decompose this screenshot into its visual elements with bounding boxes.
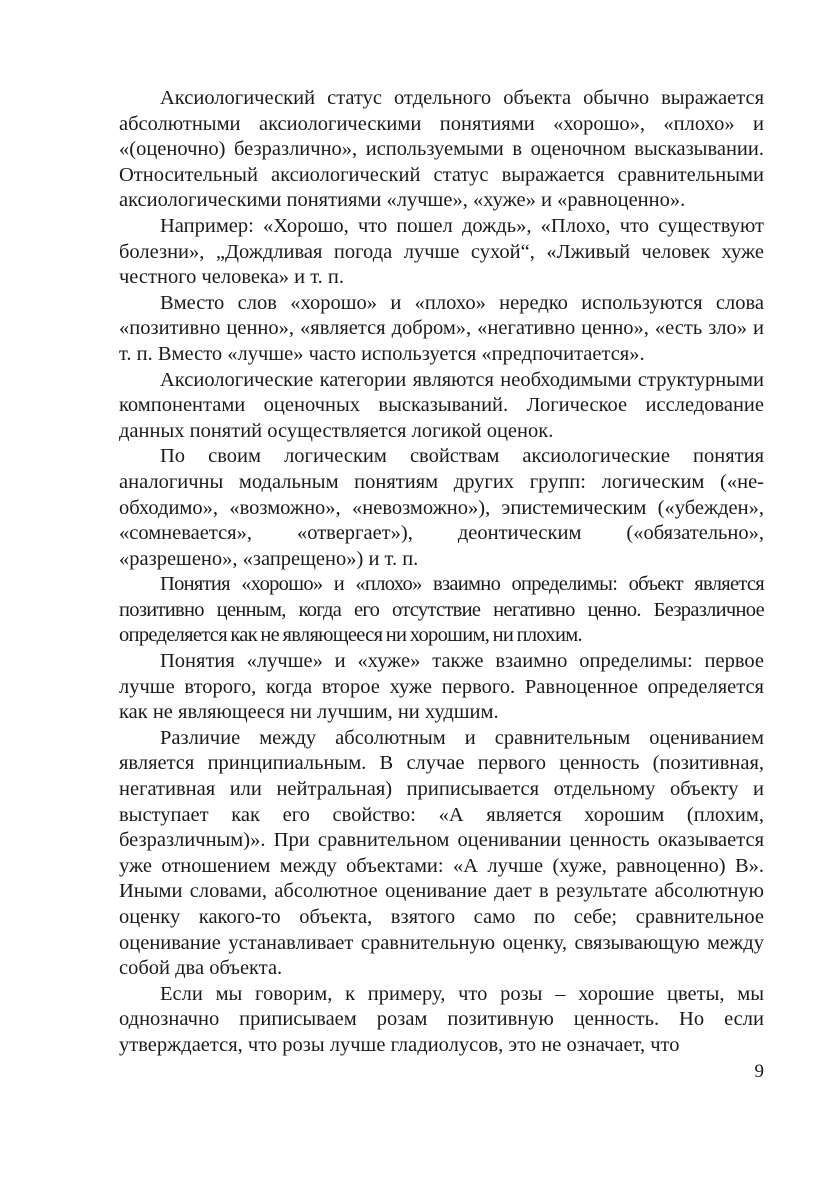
paragraph-7: Понятия «лучше» и «хуже» также взаимно определимы: первое лучше второго, когда второе хуже первого. Равноценное определяется как не являющееся ни лучшим, ни худшим. bbox=[119, 650, 764, 724]
paragraph-3: Вместо слов «хорошо» и «плохо» нередко используются слова «позитивно ценно», «является добром», «негативно ценно», «есть зло» и т. п. Вместо «лучше» часто используется «предпочитается». bbox=[119, 291, 764, 365]
paragraph-1: Аксиологический статус отдельного объекта обычно выражается абсолютными аксиологическими понятиями «хорошо», «плохо» и «(оценочно) безразлично», используемыми в оценочном высказывании. Относительный аксиологический статус выражается сравнительными аксиологическими понятиями «лучше», «хуже» и «равноценно». bbox=[119, 87, 764, 212]
paragraph-6: Понятия «хорошо» и «плохо» взаимно определимы: объект является позитивно ценным, когда его отсутствие негативно ценно. Безразличное определяется как не являющееся ни хорошим, ни плохим. bbox=[119, 573, 764, 647]
paragraph-4: Аксиологические категории являются необходимыми структурными компонентами оценочных высказываний. Логическое исследование данных понятий осуществляется логикой оценок. bbox=[119, 368, 764, 442]
page-number: 9 bbox=[754, 1061, 764, 1082]
paragraph-9: Если мы говорим, к примеру, что розы – хорошие цветы, мы однозначно приписываем розам позитивную ценность. Но если утверждается, что розы лучше гладиолусов, это не означает, что bbox=[119, 982, 764, 1056]
paragraph-2: Например: «Хорошо, что пошел дождь», «Плохо, что существуют болезни», „Дождливая погода лучше сухой“, «Лживый человек хуже честного человека» и т. п. bbox=[119, 214, 764, 289]
body-text bbox=[119, 86, 764, 1059]
paragraph-8: Различие между абсолютным и сравнительным оцениванием является принципиальным. В случае первого ценность (позитивная, негативная или нейтральная) приписывается отдельному объекту и выступает как его свойство: «А является хорошим (плохим, безразличным)». При сравнительном оценивании ценность оказывается уже отношением между объектами: «А лучше (хуже, равноценно) В». Иными словами, абсолютное оценивание дает в результате абсолютную оценку какого-то объекта, взятого само по себе; сравнительное оценивание устанавливает сравнительную оценку, связывающую между собой два объекта. bbox=[119, 726, 764, 980]
paragraph-5: По своим логическим свойствам аксиологические понятия аналогичны модальным понятиям других групп: логическим («необходимо», «возможно», «невозможно»), эпистемическим («убежден», «сомневается», «отвергает»), деонтическим («обязательно», «разрешено», «запрещено») и т. п. bbox=[119, 445, 764, 570]
